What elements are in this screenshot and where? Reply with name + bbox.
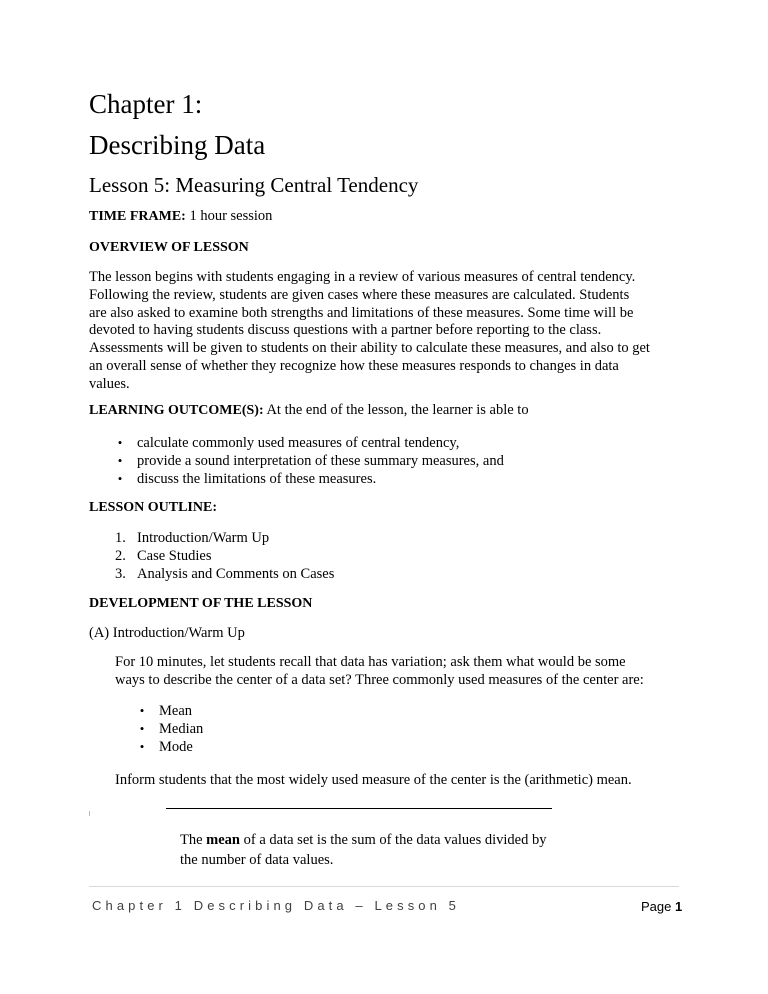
learning-outcomes-label: LEARNING OUTCOME(S): [89, 403, 264, 418]
lesson-title: Lesson 5: Measuring Central Tendency [89, 173, 419, 197]
page-number: Page 1 [641, 899, 683, 914]
mean-term: mean [206, 832, 241, 848]
bullet-icon: • [117, 435, 123, 450]
inform-text: Inform students that the most widely used measure of the center is the (arithmetic) mean. [115, 772, 632, 788]
bullet-icon: • [139, 721, 145, 736]
section-a-heading: (A) Introduction/Warm Up [89, 625, 245, 641]
outcomes-list [115, 434, 504, 488]
list-item: 1. Introduction/Warm Up [115, 530, 270, 546]
time-frame [89, 208, 272, 226]
list-item: 3. Analysis and Comments on Cases [115, 566, 335, 582]
warmup-paragraph: For 10 minutes, let students recall that data has variation; ask them what would be some ways to describe the center of a data set? Three commonly used measures of the center are: [115, 654, 644, 688]
list-item: • discuss the limitations of these measures. [115, 470, 504, 488]
mean-definition: The mean of a data set is the sum of the data values divided by the number of data values. [180, 832, 547, 868]
chapter-title: Chapter 1: [89, 89, 203, 119]
overview-line: devoted to having students discuss questions with a partner before reporting to the class. [89, 322, 602, 339]
overview-line: Assessments will be given to students on their ability to calculate these measures, and also to get [89, 340, 650, 357]
list-item: • Median [137, 720, 203, 738]
overview-heading: OVERVIEW OF LESSON [89, 240, 249, 255]
definition-rule [166, 808, 552, 809]
overview-line: are also asked to examine both strengths and limitations of these measures. Some time will be [89, 304, 634, 321]
bullet-icon: • [117, 453, 123, 468]
time-frame-value: 1 hour session [185, 208, 273, 224]
list-item: • calculate commonly used measures of central tendency, [115, 434, 504, 452]
outline-heading: LESSON OUTLINE: [89, 500, 217, 515]
overview-line: Following the review, students are given cases where these measures are calculated. Students [89, 286, 630, 303]
list-item: 2. Case Studies [115, 548, 212, 564]
bullet-icon: • [139, 703, 145, 718]
bullet-icon: • [117, 471, 123, 486]
time-frame-label: TIME FRAME: [89, 209, 186, 224]
outline-list [115, 529, 334, 583]
measures-list [137, 702, 203, 756]
learning-outcomes [89, 402, 529, 420]
list-item: • Mode [137, 738, 203, 756]
list-item: • provide a sound interpretation of these summary measures, and [115, 452, 504, 470]
overview-line: values. [89, 375, 130, 392]
list-item: • Mean [137, 702, 203, 720]
footer-divider [89, 886, 679, 887]
subject-title: Describing Data [89, 130, 266, 160]
development-heading: DEVELOPMENT OF THE LESSON [89, 596, 313, 611]
overview-paragraph [89, 269, 689, 394]
overview-line: an overall sense of whether they recognize how these measures responds to changes in data [89, 357, 619, 374]
running-footer: Chapter 1 Describing Data – Lesson 5 [92, 898, 461, 913]
overview-line: The lesson begins with students engaging in a review of various measures of central tendency. [89, 269, 636, 285]
margin-mark [89, 811, 90, 816]
learning-outcomes-intro: At the end of the lesson, the learner is able to [263, 402, 529, 418]
bullet-icon: • [139, 739, 145, 754]
